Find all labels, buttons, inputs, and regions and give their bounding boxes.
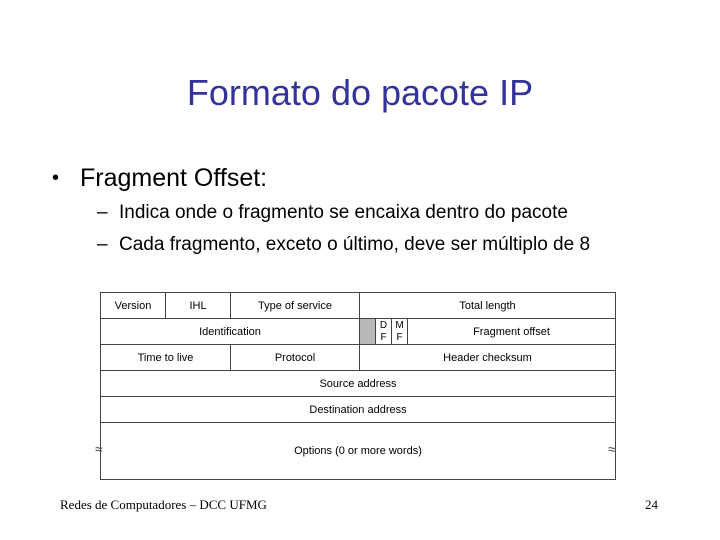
field-reserved-bit (359, 318, 376, 345)
sub-item (97, 202, 568, 224)
field-source-address: Source address (100, 370, 616, 397)
sub-item-text: Cada fragmento, exceto o último, deve ser múltiplo de 8 (119, 234, 591, 255)
sub-marker: – (97, 202, 108, 223)
field-total-length: Total length (359, 292, 616, 319)
sub-item (97, 234, 590, 256)
field-destination-address: Destination address (100, 396, 616, 423)
sub-marker: – (97, 234, 108, 255)
field-mf-flag (391, 318, 408, 345)
mf-letter-f: F (396, 331, 403, 343)
bullet-item (52, 164, 267, 193)
field-options: Options (0 or more words) (100, 422, 616, 480)
field-protocol: Protocol (230, 344, 360, 371)
field-fragment-offset: Fragment offset (407, 318, 616, 345)
sub-item-text: Indica onde o fragmento se encaixa dentro do pacote (119, 202, 568, 223)
df-letter-d: D (379, 319, 388, 331)
slide-title: Formato do pacote IP (186, 72, 534, 113)
bullet-marker: • (52, 167, 60, 189)
field-identification: Identification (100, 318, 360, 345)
break-mark-right-icon: ≈ (608, 441, 616, 457)
field-time-to-live: Time to live (100, 344, 231, 371)
mf-letter-m: M (395, 319, 404, 331)
field-ihl: IHL (165, 292, 231, 319)
field-header-checksum: Header checksum (359, 344, 616, 371)
ip-header-diagram (95, 292, 616, 480)
field-version: Version (100, 292, 166, 319)
df-letter-f: F (380, 331, 387, 343)
footer-course: Redes de Computadores – DCC UFMG (60, 497, 267, 512)
bullet-text: Fragment Offset: (80, 164, 268, 192)
page-number: 24 (645, 497, 658, 512)
field-type-of-service: Type of service (230, 292, 360, 319)
field-df-flag (375, 318, 392, 345)
break-mark-left-icon: ≈ (95, 441, 103, 457)
